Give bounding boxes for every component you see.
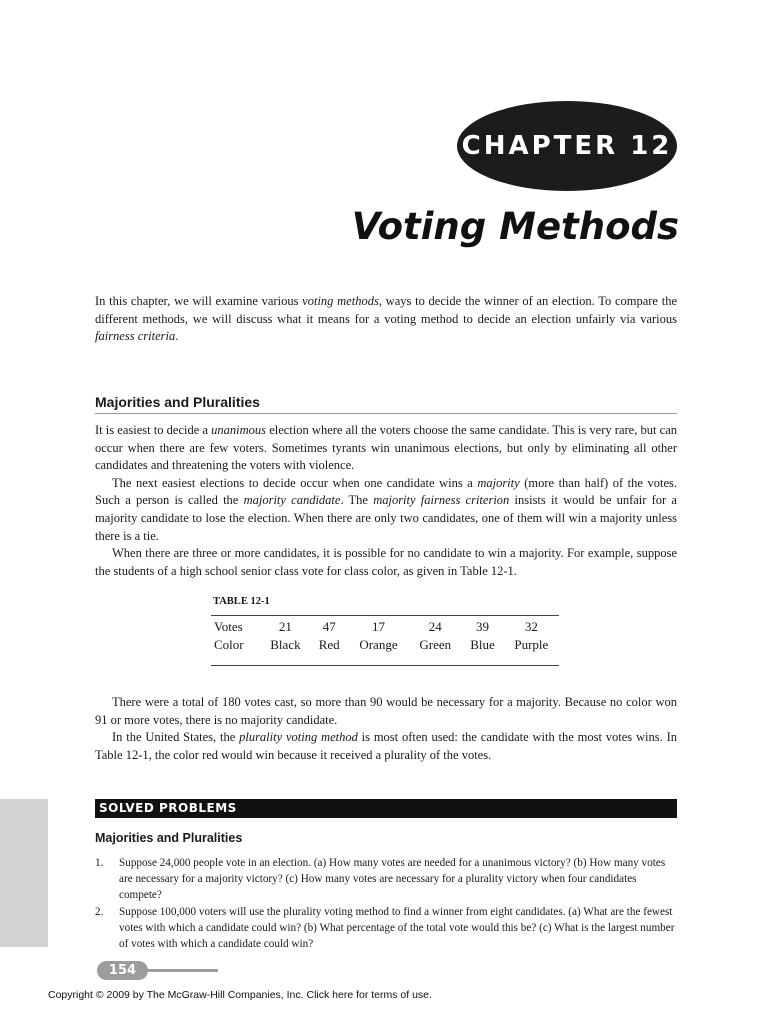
solved-subheading: Majorities and Pluralities	[95, 831, 243, 845]
color-cell: Blue	[470, 637, 495, 652]
section-body	[95, 422, 677, 580]
color-row-label: Color	[214, 637, 244, 652]
paragraph-majority: The next easiest elections to decide occur when one candidate wins a majority (more than half) of the votes. Such a person is called the majority candidate. The majority fairness criterion insists it would be unfair for a majority candidate to lose the election. When there are only two candidates, one of them will win a majority unless there is a tie.	[95, 475, 677, 543]
paragraph-unanimous: It is easiest to decide a unanimous election where all the voters choose the same candidate. This is very rare, but can occur when there are few voters. Sometimes tyrants win unanimous elections, but only by eliminating all other candidates and threatening the voters with violence.	[95, 423, 677, 473]
section-heading: Majorities and Pluralities	[95, 394, 677, 414]
votes-cell: 24	[428, 619, 442, 634]
page-number: 154	[97, 961, 148, 980]
votes-cell: 17	[371, 619, 385, 634]
color-cell: Orange	[359, 637, 398, 652]
copyright-notice	[48, 989, 432, 1001]
votes-row-label: Votes	[214, 619, 243, 634]
votes-cell: 32	[524, 619, 538, 634]
problem-number: 2.	[95, 905, 104, 918]
chapter-title: Voting Methods	[351, 205, 679, 248]
intro-paragraph: In this chapter, we will examine various voting methods, ways to decide the winner of an election. To compare the different methods, we will discuss what it means for a voting method to decide an election unfairly via various fairness criteria.	[95, 294, 677, 344]
page-number-rule	[146, 969, 218, 972]
table-caption: TABLE 12-1	[213, 596, 270, 607]
list-item	[95, 855, 677, 904]
color-cell: Purple	[514, 637, 549, 652]
paragraph-total-votes: There were a total of 180 votes cast, so more than 90 would be necessary for a majority. Because no color won 91 or more votes, there is no majority candidate.	[95, 695, 677, 727]
after-table-body	[95, 694, 677, 764]
votes-cell: 21	[278, 619, 292, 634]
problem-list	[95, 855, 677, 952]
chapter-label: CHAPTER 12	[461, 131, 673, 161]
votes-table	[211, 615, 559, 666]
problem-text: Suppose 24,000 people vote in an election. (a) How many votes are needed for a unanimous victory? (b) How many votes are necessary for a majority victory? (c) How many votes are necessary for a plurality victory when four candidates compete?	[119, 857, 666, 902]
votes-cell: 47	[322, 619, 336, 634]
paragraph-plurality: In the United States, the plurality voting method is most often used: the candidate with the most votes wins. In Table 12-1, the color red would win because it received a plurality of the votes.	[95, 730, 677, 762]
color-cell: Green	[419, 637, 452, 652]
problem-text: Suppose 100,000 voters will use the plurality voting method to find a winner from eight candidates. (a) What are the fewest votes with which a candidate could win? (b) What percentage of the total vote would this be? (c) What is the largest number of votes with which a candidate could win?	[119, 905, 675, 951]
terms-of-use-link[interactable]: Click here for terms of use.	[306, 989, 432, 1001]
list-item	[95, 904, 677, 953]
paragraph-no-majority: When there are three or more candidates, it is possible for no candidate to win a majority. For example, suppose the students of a high school senior class vote for class color, as given in Table 12-1.	[95, 546, 677, 578]
color-cell: Red	[318, 637, 340, 652]
table-row-color	[211, 636, 559, 666]
votes-cell: 39	[476, 619, 490, 634]
chapter-badge	[457, 101, 677, 191]
color-cell: Black	[270, 637, 301, 652]
copyright-text: Copyright © 2009 by The McGraw-Hill Companies, Inc.	[48, 989, 304, 1001]
solved-problems-banner: SOLVED PROBLEMS	[95, 799, 677, 818]
problem-number: 1.	[95, 857, 104, 869]
table-row-votes	[211, 616, 559, 637]
side-tab	[0, 799, 48, 947]
